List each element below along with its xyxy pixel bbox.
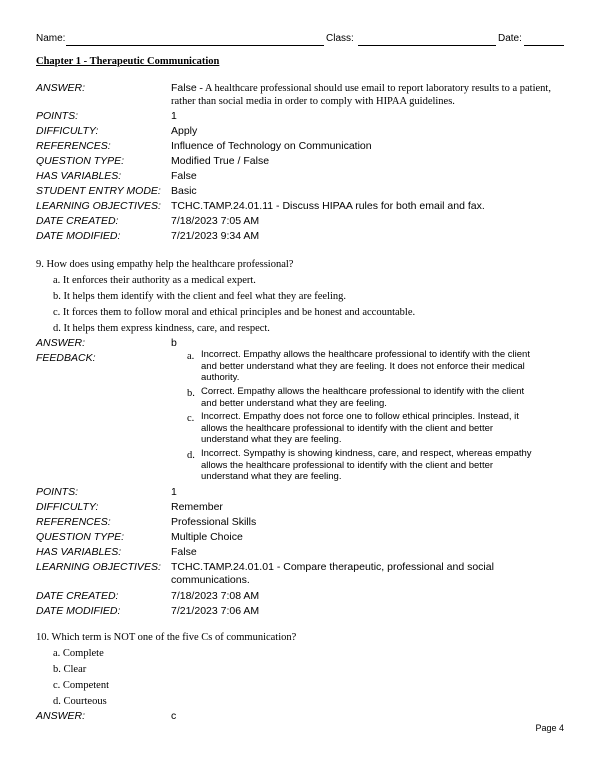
q9-option-c: c. It forces them to follow moral and ethical principles and be honest and accountable. (53, 307, 416, 318)
page-number: Page 4 (535, 723, 564, 733)
q9-option-d: d. It helps them express kindness, care, and respect. (53, 323, 270, 334)
answer-label: ANSWER: (36, 337, 86, 349)
q8-question-type-value: Modified True / False (171, 155, 270, 167)
chapter-title: Chapter 1 - Therapeutic Communication (36, 56, 220, 67)
date-label: Date: (498, 33, 522, 44)
q8-student-entry-mode-value: Basic (171, 185, 197, 197)
feedback-letter: b. (187, 388, 195, 399)
learning-objectives-label: LEARNING OBJECTIVES: (36, 200, 161, 212)
question-type-label: QUESTION TYPE: (36, 155, 125, 167)
header (36, 33, 564, 49)
feedback-text: Incorrect. Empathy allows the healthcare professional to identify with the client and better understand what they are feeling. It does not enforce their medical authority. (201, 349, 530, 383)
q9-points-value: 1 (171, 486, 177, 498)
class-blank (358, 45, 496, 46)
difficulty-label: DIFFICULTY: (36, 501, 99, 513)
q10-option-c: c. Competent (53, 680, 109, 691)
q9-answer-value: b (171, 337, 177, 349)
points-label: POINTS: (36, 486, 79, 498)
q8-has-variables-value: False (171, 170, 197, 182)
q8-difficulty-value: Apply (171, 125, 198, 137)
q9-question: 9. How does using empathy help the healthcare professional? (36, 259, 294, 270)
q8-date-modified-value: 7/21/2023 9:34 AM (171, 230, 260, 242)
references-label: REFERENCES: (36, 140, 111, 152)
q9-question-type-value: Multiple Choice (171, 531, 243, 543)
q9-learning-objectives-value: TCHC.TAMP.24.01.01 - Compare therapeutic, professional and social communications. (171, 561, 494, 586)
date-modified-label: DATE MODIFIED: (36, 605, 121, 617)
q8-references-value: Influence of Technology on Communication (171, 140, 372, 152)
q10-question: 10. Which term is NOT one of the five Cs of communication? (36, 632, 297, 643)
difficulty-label: DIFFICULTY: (36, 125, 99, 137)
q9-difficulty-value: Remember (171, 501, 223, 513)
q9-option-a: a. It enforces their authority as a medical expert. (53, 275, 256, 286)
feedback-text: Correct. Empathy allows the healthcare professional to identify with the client and better understand what they are feeling. (201, 386, 525, 409)
q10-option-d: d. Courteous (53, 696, 107, 707)
name-blank (66, 45, 324, 46)
feedback-text: Incorrect. Empathy does not force one to follow ethical principles. Instead, it allows the healthcare professional to identify with the client and better understand what they are feeling. (201, 411, 519, 445)
q8-answer-value (171, 82, 563, 108)
date-created-label: DATE CREATED: (36, 215, 119, 227)
answer-label: ANSWER: (36, 82, 86, 94)
date-modified-label: DATE MODIFIED: (36, 230, 121, 242)
student-entry-mode-label: STUDENT ENTRY MODE: (36, 185, 161, 197)
feedback-label: FEEDBACK: (36, 352, 96, 364)
feedback-letter: d. (187, 450, 195, 461)
has-variables-label: HAS VARIABLES: (36, 170, 122, 182)
q9-has-variables-value: False (171, 546, 197, 558)
class-label: Class: (326, 33, 354, 44)
q9-option-b: b. It helps them identify with the client and feel what they are feeling. (53, 291, 347, 302)
feedback-text: Incorrect. Sympathy is showing kindness, care, and respect, whereas empathy allows the healthcare professional to identify with the client and better understand what they are feeling. (201, 448, 532, 482)
q10-option-b: b. Clear (53, 664, 87, 675)
answer-label: ANSWER: (36, 710, 86, 722)
q10-answer-value: c (171, 710, 177, 722)
q8-date-created-value: 7/18/2023 7:05 AM (171, 215, 260, 227)
references-label: REFERENCES: (36, 516, 111, 528)
feedback-letter: a. (187, 351, 195, 362)
feedback-letter: c. (187, 413, 195, 424)
learning-objectives-label: LEARNING OBJECTIVES: (36, 561, 161, 573)
date-blank (524, 45, 564, 46)
name-label: Name: (36, 33, 66, 44)
points-label: POINTS: (36, 110, 79, 122)
q9-date-created-value: 7/18/2023 7:08 AM (171, 590, 260, 602)
date-created-label: DATE CREATED: (36, 590, 119, 602)
q8-learning-objectives-value: TCHC.TAMP.24.01.11 - Discuss HIPAA rules for both email and fax. (171, 200, 485, 212)
q9-date-modified-value: 7/21/2023 7:06 AM (171, 605, 260, 617)
q9-references-value: Professional Skills (171, 516, 257, 528)
q8-answer-bold: False (171, 82, 197, 94)
q8-points-value: 1 (171, 110, 177, 122)
question-type-label: QUESTION TYPE: (36, 531, 125, 543)
q10-option-a: a. Complete (53, 648, 104, 659)
has-variables-label: HAS VARIABLES: (36, 546, 122, 558)
q8-answer-rest: - A healthcare professional should use email to report laboratory results to a patient, rather than social media in order to comply with HIPAA guidelines. (171, 83, 551, 107)
